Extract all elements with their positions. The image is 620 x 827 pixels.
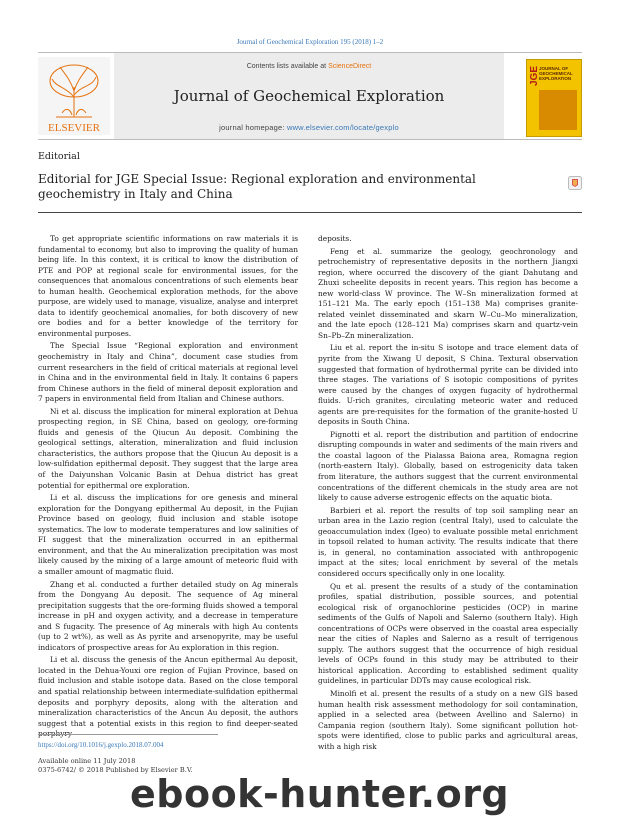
sciencedirect-link[interactable]: ScienceDirect bbox=[328, 63, 372, 70]
paragraph: To get appropriate scientific informations on raw materials it is fundamental to economy, but also to improving the quality of human being life. In this context, it is critical to know the distribution of PTE and POP at regional scale for environmental issues, for the consequences that anomalous concentrations of such elements bear to human health. Geochemical exploration methods, for the above purpose, are widely used to manage, visualize, analyse and interpret data to identify geochemical anomalies, for both discovery of new ore bodies and for a better knowledge of the territory for environmental purposes. bbox=[38, 234, 298, 338]
watermark: ebook-hunter.org bbox=[130, 772, 510, 816]
paragraph: Liu et al. report the in-situ S isotope and trace element data of pyrite from the Xiwang U deposit, S China. Textural observation suggested that formation of hydrothermal pyrite can be divided into three stages. The variations of S isotopic compositions of pyrites were caused by the changes of oxygen fugacity of hydrothermal fluids. U-rich granites, circulating meteoric water and reduced agents are pre-requisites for the formation of the granite-hosted U deposits in South China. bbox=[318, 343, 578, 427]
paragraph: Pignotti et al. report the distribution and partition of endocrine disrupting compounds in water and sediments of the main rivers and the coastal lagoon of the Pialassa Baiona area, Romagna region (north-eastern Italy). Globally, based on estrogenicity data taken from literature, the authors suggest that the current environmental concentrations of the different chemicals in the study area are not likely to cause adverse estrogenic effects on the aquatic biota. bbox=[318, 429, 578, 503]
journal-cover-thumbnail[interactable] bbox=[526, 59, 582, 137]
title-divider bbox=[38, 212, 582, 213]
homepage-prefix: journal homepage: bbox=[219, 123, 287, 132]
footer-divider bbox=[38, 734, 218, 735]
doi-link[interactable]: https://doi.org/10.1016/j.gexplo.2018.07.004 bbox=[38, 741, 164, 749]
journal-title: Journal of Geochemical Exploration bbox=[173, 87, 445, 105]
available-online: Available online 11 July 2018 bbox=[38, 757, 136, 765]
paragraph: Feng et al. summarize the geology, geochronology and petrochemistry of representative deposits in the northern Jiangxi region, where occurred the discovery of the giant Dahutang and Zhuxi scheelite deposits in recent years. This region has become a new world-class W province. The W–Sn mineralization formed at 151–121 Ma. The early epoch (151–138 Ma) comprises granite-related veinlet disseminated and skarn W–Cu–Mo mineralization, and the late epoch (128–121 Ma) comprises skarn and quartz-vein Sn–Pb–Zn mineralization. bbox=[318, 246, 578, 340]
elsevier-logo bbox=[38, 57, 110, 135]
paragraph: The Special Issue “Regional exploration and environment geochemistry in Italy and China”, document case studies from current researchers in the field of critical materials at regional level in China and in the environmental field in Italy. It contains 6 papers from Chinese authors in the field of mineral deposit exploration and 7 papers in environmental field from Italian and Chinese authors. bbox=[38, 341, 298, 404]
paragraph: Ni et al. discuss the implication for mineral exploration at Dehua prospecting region, in SE China, based on geology, ore-forming fluids and genesis of the Qiucun Au deposit. Combining the geological settings, alteration, mineralization and fluid inclusion characteristics, the authors propose that the Qiucun Au deposit is a low-sulfidation epithermal deposit. They suggest that the large area of the Daiyunshan Volcanic Basin at Dehua district has great potential for epithermal ore exploration. bbox=[38, 406, 298, 490]
contents-available bbox=[114, 63, 504, 70]
paragraph: Qu et al. present the results of a study of the contamination profiles, spatial distribution, possible sources, and potential ecological risk of organochlorine pesticides (OCP) in marine sediments of the Gulfs of Napoli and Salerno (southern Italy). High concentrations of OCPs were observed in the coastal area especially near the cities of Naples and Salerno as a result of terrigenous supply. The authors suggest that the occurrence of high residual levels of OCPs found in this study may be attributed to their historical application. According to established sediment quality guidelines, in particular DDTs may cause ecological risk. bbox=[318, 581, 578, 686]
left-column bbox=[38, 234, 298, 740]
svg-text:ELSEVIER: ELSEVIER bbox=[48, 122, 100, 134]
section-label: Editorial bbox=[38, 151, 80, 162]
cover-image bbox=[539, 90, 577, 130]
paragraph: Li et al. discuss the implications for ore genesis and mineral exploration for the Dongyang epithermal Au deposit, in the Fujian Province based on geology, fluid inclusion and stable isotope systematics. The low to moderate temperatures and low salinities of FI suggest that the mineralization occurred in an epithermal environment, and that the Au mineralization precipitation was most likely caused by the mixing of a large amount of meteoric fluid with a smaller amount of magmatic fluid. bbox=[38, 493, 298, 576]
homepage-link[interactable]: www.elsevier.com/locate/gexplo bbox=[286, 123, 399, 132]
journal-masthead bbox=[38, 52, 582, 140]
contents-prefix: Contents lists available at bbox=[246, 63, 329, 70]
journal-reference[interactable]: Journal of Geochemical Exploration 195 (2018) 1–2 bbox=[236, 38, 384, 46]
journal-homepage bbox=[114, 123, 504, 132]
article-title: Editorial for JGE Special Issue: Regional exploration and environmental geochemistry in Italy and China bbox=[38, 172, 476, 201]
crossmark-icon[interactable] bbox=[568, 176, 582, 190]
paragraph: Minolfi et al. present the results of a study on a new GIS based human health risk assessment methodology for soil contamination, applied in a selected area (between Avellino and Salerno) in Campania region (southern Italy). Some significant pollution hot-spots were identified, close to public parks and agricultural areas, with a high risk bbox=[318, 688, 578, 751]
masthead-center bbox=[114, 53, 504, 139]
copyright-line: 0375-6742/ © 2018 Published by Elsevier B.V. bbox=[38, 766, 193, 774]
cover-abbrev: JGE bbox=[529, 66, 540, 87]
right-column bbox=[318, 234, 578, 752]
paragraph: Li et al. discuss the genesis of the Ancun epithermal Au deposit, located in the Dehua-Youxi ore region of Fujian Province, based on fluid inclusion and stable isotope data. Based on the close temporal and spatial relationship between intermediate-sulfidation epithermal deposits and porphyry deposits, along with the alteration and mineralization characteristics of the Ancun Au deposit, the authors suggest that a potential exists in this region to find deeper-seated porphyry bbox=[38, 655, 298, 739]
cover-title: JOURNAL OF GEOCHEMICAL EXPLORATION bbox=[539, 66, 573, 81]
paragraph: Barbieri et al. report the results of top soil sampling near an urban area in the Lazio region (central Italy), used to calculate the geoaccumulation index (Igeo) to evaluate possible metal enrichment in topsoil related to human activity. The results indicate that there is, in general, no contamination associated with anthropogenic impact at the sites; local enrichment by several of the metals considered occurs specifically only in one locality. bbox=[318, 505, 578, 578]
paragraph: deposits. bbox=[318, 234, 352, 243]
paragraph: Zhang et al. conducted a further detailed study on Ag minerals from the Dongyang Au deposit. The sequence of Ag mineral precipitation suggests that the ore-forming fluids showed a temporal increase in pH and oxygen activity, and a decrease in temperature and S fugacity. The presence of Ag minerals with high Au contents (up to 2 wt%), as well as As pyrite and arsenopyrite, may be useful indicators of prospective areas for Au exploration in this region. bbox=[38, 579, 298, 652]
